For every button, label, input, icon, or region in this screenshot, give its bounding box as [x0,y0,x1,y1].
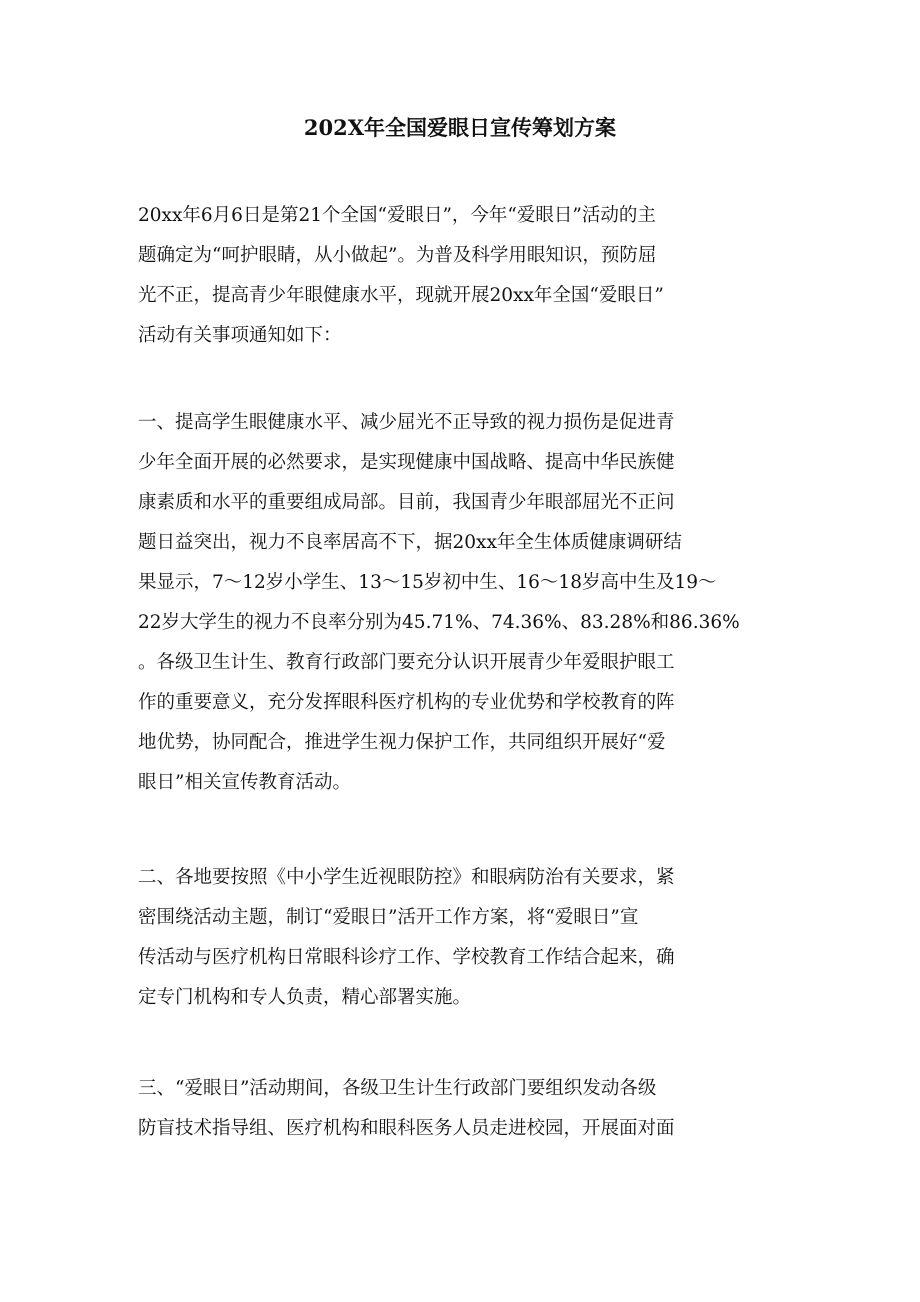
paragraph-line: 一、提高学生眼健康水平、减少屈光不正导致的视力损伤是促进青 [138,412,675,433]
paragraph-line: 光不正，提高青少年眼健康水平，现就开展20xx年全国“爱眼日” [138,285,664,306]
paragraph-line: 防盲技术指导组、医疗机构和眼科医务人员走进校园，开展面对面 [138,1118,675,1139]
paragraph-line: 传活动与医疗机构日常眼科诊疗工作、学校教育工作结合起来，确 [138,947,675,968]
paragraph-line: 密围绕活动主题，制订“爱眼日”活开工作方案，将“爱眼日”宣 [138,907,639,928]
paragraph-line: 定专门机构和专人负责，精心部署实施。 [138,987,472,1008]
paragraph-section-3 [138,1069,786,1149]
paragraph-line: 22岁大学生的视力不良率分别为45.71%、74.36%、83.28%和86.36% [138,612,740,633]
paragraph-line: 题确定为“呵护眼睛，从小做起”。为普及科学用眼知识，预防屈 [138,245,657,266]
paragraph-line: 作的重要意义，充分发挥眼科医疗机构的专业优势和学校教育的阵 [138,692,675,713]
paragraph-line: 果显示，7～12岁小学生、13～15岁初中生、16～18岁高中生及19～ [138,572,717,593]
paragraph-line: 少年全面开展的必然要求，是实现健康中国战略、提高中华民族健 [138,452,675,473]
paragraph-line: 活动有关事项通知如下： [138,325,342,346]
paragraph-line: 。各级卫生计生、教育行政部门要充分认识开展青少年爱眼护眼工 [138,652,675,673]
paragraph-line: 眼日”相关宣传教育活动。 [138,772,351,793]
paragraph-line: 三、“爱眼日”活动期间，各级卫生计生行政部门要组织发动各级 [138,1078,657,1099]
paragraph-line: 二、各地要按照《中小学生近视眼防控》和眼病防治有关要求，紧 [138,867,675,888]
paragraph-section-2 [138,858,786,1018]
paragraph-line: 地优势，协同配合，推进学生视力保护工作，共同组织开展好“爱 [138,732,666,753]
paragraph-intro [138,196,786,356]
paragraph-section-1 [138,403,786,803]
paragraph-line: 题日益突出，视力不良率居高不下，据20xx年全生体质健康调研结 [138,532,682,553]
paragraph-line: 康素质和水平的重要组成局部。目前，我国青少年眼部屈光不正问 [138,492,675,513]
document-title: 202X年全国爱眼日宣传筹划方案 [303,115,617,140]
paragraph-line: 20xx年6月6日是第21个全国“爱眼日”，今年“爱眼日”活动的主 [138,205,656,226]
